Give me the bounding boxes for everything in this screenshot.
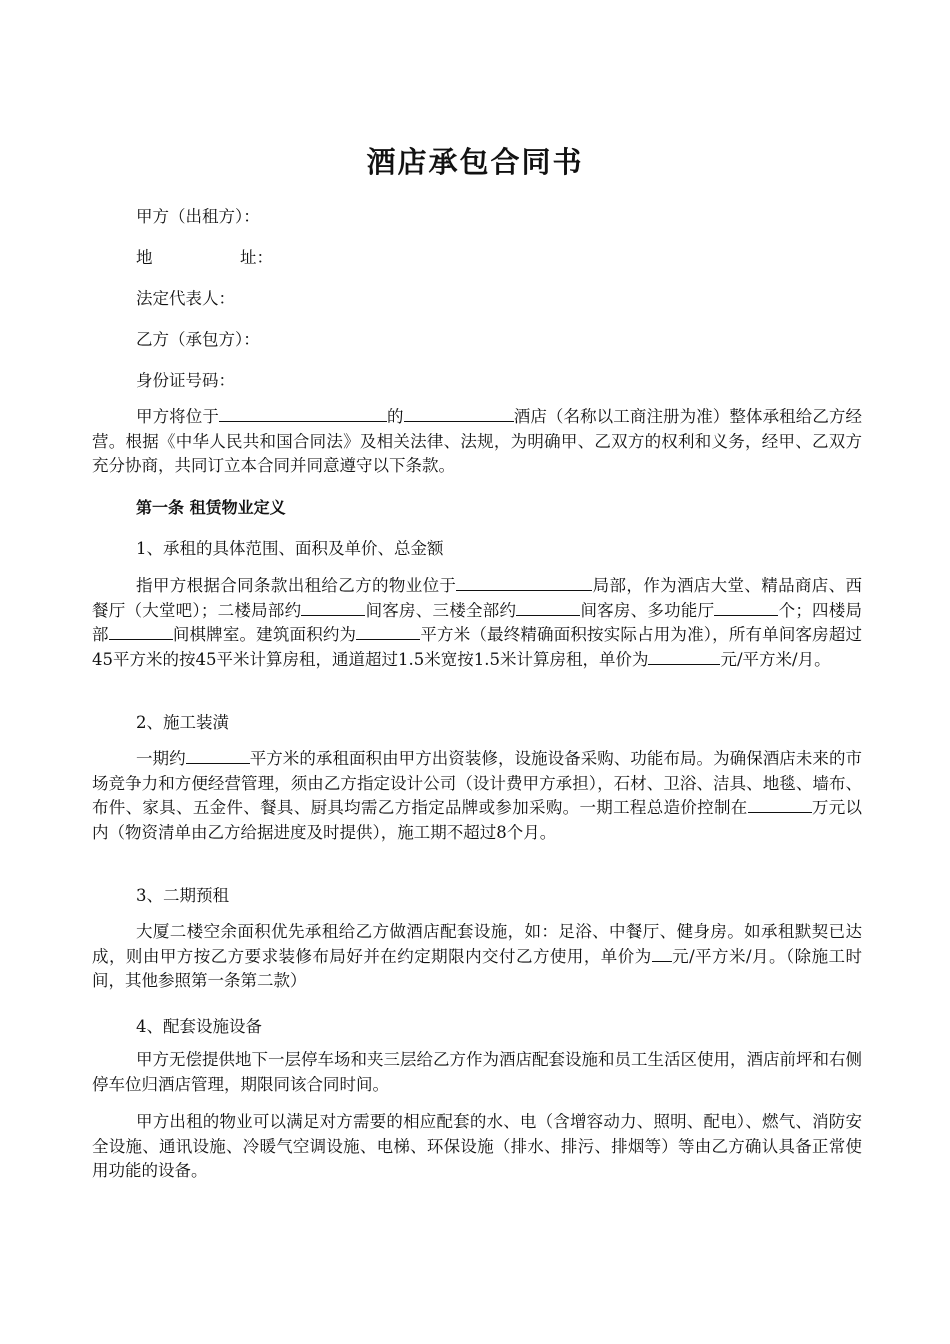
address-label-a: 地 — [136, 248, 153, 267]
s3-text-a: 大厦二楼空余面积优先承租给乙方做酒店配套设施，如：足浴、中餐厅、健身房。如承租默契已达成，则由甲方按乙方要求装修布局好并在约定期限内交付乙方使用，单价为 — [92, 922, 862, 966]
address-label-b: 址： — [240, 248, 273, 267]
party-a-line: 甲方（出租方）： — [136, 207, 260, 226]
intro-text-3: 酒店（名称以工商注册为准）整体承租给乙方经营。根据《中华人民共和国合同法》及相关法律、法规，为明确甲、乙双方的权利和义务，经甲、乙双方充分协商，共同订立本合同并同意遵守以下条款。 — [92, 407, 863, 475]
s1-text-c: 间客房、三楼全部约 — [365, 600, 517, 620]
s2-text-c: 万元以内（物资清单由乙方给据进度及时提供），施工期不超过8个月。 — [92, 798, 863, 842]
section-4-paragraph-1: 甲方无偿提供地下一层停车场和夹三层给乙方作为酒店配套设施和员工生活区使用，酒店前坪和右侧停车位归酒店管理，期限同该合同时间。 — [92, 1050, 862, 1094]
blank-floor — [456, 574, 592, 591]
blank-halls — [714, 599, 778, 616]
intro-paragraph — [92, 405, 862, 479]
s3-text-b: 元/平方米/月。（除施工时间，其他参照第一条第二款） — [92, 946, 862, 990]
blank-location — [219, 405, 387, 422]
s1-text-h: 元/平方米/月。 — [720, 649, 831, 669]
section-1-title: 1、承租的具体范围、面积及单价、总金额 — [136, 539, 444, 558]
section-3-paragraph — [92, 920, 862, 994]
intro-text-1: 甲方将位于 — [136, 407, 219, 426]
blank-phase1-area — [186, 747, 250, 764]
address-line — [136, 244, 273, 268]
s1-text-f: 间棋牌室。建筑面积约为 — [172, 625, 357, 644]
s2-text-a: 一期约 — [136, 749, 186, 768]
section-4-paragraph-2: 甲方出租的物业可以满足对方需要的相应配套的水、电（含增容动力、照明、配电）、燃气、消防安全设施、通讯设施、冷暖气空调设施、电梯、环保设施（排水、排污、排烟等）等由乙方确认具备正常使用功能的设备。 — [92, 1112, 862, 1180]
blank-rooms-3f — [516, 599, 580, 616]
blank-rooms-2f — [301, 599, 365, 616]
intro-text-2: 的 — [386, 407, 404, 426]
s1-text-d: 间客房、多功能厅 — [580, 600, 715, 620]
blank-unit-price — [648, 648, 720, 665]
section-2-title: 2、施工装潢 — [136, 713, 229, 732]
blank-phase2-price — [652, 945, 672, 962]
legal-rep-line: 法定代表人： — [136, 289, 235, 308]
blank-area — [356, 623, 420, 640]
blank-hotel-name — [404, 405, 514, 422]
blank-phase1-cost — [748, 796, 812, 813]
s1-text-g: 平方米（最终精确面积按实际占用为准），所有单间客房超过45平方米的按45平米计算房租，通道超过1.5米宽按1.5米计算房租，单价为 — [92, 625, 863, 669]
section-3-title: 3、二期预租 — [136, 886, 229, 905]
s1-text-b: 局部，作为酒店大堂、精品商店、西餐厅（大堂吧）；二楼局部约 — [92, 576, 863, 620]
article-1-heading: 第一条 租赁物业定义 — [136, 498, 286, 517]
s1-text-a: 指甲方根据合同条款出租给乙方的物业位于 — [136, 576, 457, 595]
party-b-line: 乙方（承包方）： — [136, 330, 260, 349]
s1-text-e: 个；四楼局部 — [92, 600, 863, 644]
document-title: 酒店承包合同书 — [366, 145, 584, 179]
s2-text-b: 平方米的承租面积由甲方出资装修，设施设备采购、功能布局。为确保酒店未来的市场竞争力和方便经营管理，须由乙方指定设计公司（设计费甲方承担），石材、卫浴、洁具、地毯、墙布、布件、家具、五金件、餐具、厨具均需乙方指定品牌或参加采购。一期工程总造价控制在 — [92, 749, 863, 817]
blank-card-rooms — [109, 623, 173, 640]
section-4-title: 4、配套设施设备 — [136, 1017, 262, 1036]
section-2-paragraph — [92, 747, 862, 845]
section-1-paragraph — [92, 574, 862, 672]
id-number-line: 身份证号码： — [136, 371, 235, 390]
